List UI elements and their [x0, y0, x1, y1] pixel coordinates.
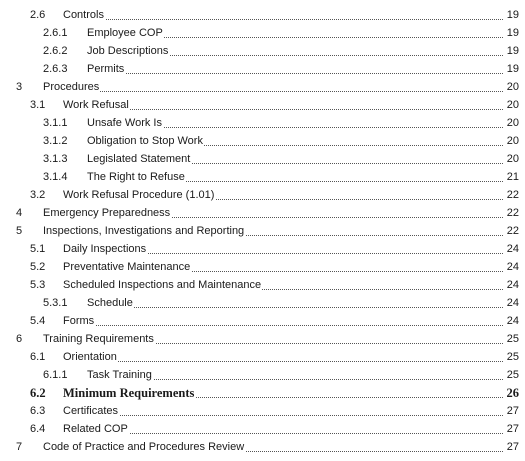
toc-entry-title: Emergency Preparedness [43, 204, 171, 222]
toc-entry[interactable] [0, 42, 525, 60]
toc-entry[interactable] [0, 96, 525, 114]
toc-entry-page: 19 [503, 24, 519, 42]
toc-entry-page: 24 [503, 240, 519, 258]
toc-entry[interactable] [0, 420, 525, 438]
dot-leader [63, 360, 503, 362]
toc-entry-title: Work Refusal [63, 96, 130, 114]
toc-entry[interactable] [0, 186, 525, 204]
toc-entry-number: 3.1.2 [43, 135, 68, 147]
toc-entry-number: 3.1.3 [43, 153, 68, 165]
toc-entry-title: Code of Practice and Procedures Review [43, 438, 245, 456]
toc-entry-page: 24 [503, 258, 519, 276]
toc-entry-page: 19 [503, 60, 519, 78]
toc-entry-number: 5.1 [30, 243, 46, 255]
toc-entry[interactable] [0, 330, 525, 348]
toc-entry[interactable] [0, 438, 525, 456]
toc-entry-number: 3.1 [30, 99, 46, 111]
toc-entry-page: 20 [503, 114, 519, 132]
toc-entry-title: Training Requirements [43, 330, 155, 348]
toc-entry-title: Schedule [87, 294, 134, 312]
toc-entry-page: 20 [503, 78, 519, 96]
toc-entry[interactable] [0, 24, 525, 42]
toc-entry[interactable] [0, 222, 525, 240]
toc-entry-title: Permits [87, 60, 125, 78]
toc-entry-page: 24 [503, 312, 519, 330]
toc-entry-page: 19 [503, 42, 519, 60]
toc-entry[interactable] [0, 348, 525, 366]
toc-entry-title: Preventative Maintenance [63, 258, 191, 276]
toc-entry-number: 6.2 [30, 386, 46, 400]
toc-entry-title: Orientation [63, 348, 118, 366]
toc-entry-number: 3.2 [30, 189, 46, 201]
dot-leader [87, 72, 503, 74]
toc-entry-title: Scheduled Inspections and Maintenance [63, 276, 262, 294]
toc-entry[interactable] [0, 240, 525, 258]
toc-entry-title: Employee COP [87, 24, 164, 42]
toc-entry-page: 25 [503, 330, 519, 348]
toc-entry-title: Unsafe Work Is [87, 114, 163, 132]
toc-entry[interactable] [0, 366, 525, 384]
toc-entry-page: 22 [503, 186, 519, 204]
toc-entry[interactable] [0, 114, 525, 132]
toc-entry-number: 2.6.3 [43, 63, 68, 75]
toc-entry-number: 3 [16, 81, 23, 93]
toc-entry-title: Controls [63, 6, 105, 24]
dot-leader [63, 324, 503, 326]
toc-entry-page: 24 [503, 294, 519, 312]
toc-entry-title: The Right to Refuse [87, 168, 186, 186]
toc-entry-number: 6.3 [30, 405, 46, 417]
toc-entry-number: 6.1.1 [43, 369, 68, 381]
toc-entry-page: 27 [503, 420, 519, 438]
toc-entry[interactable] [0, 276, 525, 294]
toc-entry[interactable] [0, 168, 525, 186]
toc-entry-page: 19 [503, 6, 519, 24]
toc-entry-title: Procedures [43, 78, 100, 96]
toc-entry-page: 21 [503, 168, 519, 186]
toc-entry-title: Work Refusal Procedure (1.01) [63, 186, 215, 204]
toc-entry[interactable] [0, 150, 525, 168]
toc-entry[interactable] [0, 402, 525, 420]
toc-entry[interactable] [0, 294, 525, 312]
toc-entry-title: Forms [63, 312, 95, 330]
toc-entry-number: 6.1 [30, 351, 46, 363]
toc-entry-number: 6 [16, 333, 23, 345]
toc-entry-number: 2.6.1 [43, 27, 68, 39]
toc-entry-title: Legislated Statement [87, 150, 191, 168]
toc-entry-page: 27 [503, 402, 519, 420]
toc-entry-title: Certificates [63, 402, 119, 420]
toc-entry-title: Daily Inspections [63, 240, 147, 258]
toc-entry-number: 6.4 [30, 423, 46, 435]
toc-entry[interactable] [0, 132, 525, 150]
toc-entry-number: 7 [16, 441, 23, 453]
toc-entry-title: Related COP [63, 420, 129, 438]
toc-entry-page: 20 [503, 150, 519, 168]
toc-entry-title: Inspections, Investigations and Reporting [43, 222, 245, 240]
toc-entry-number: 3.1.4 [43, 171, 68, 183]
toc-entry-number: 5 [16, 225, 23, 237]
toc-entry-number: 5.3 [30, 279, 46, 291]
toc-entry-number: 5.2 [30, 261, 46, 273]
toc-entry[interactable] [0, 60, 525, 78]
dot-leader [63, 432, 503, 434]
toc-entry-number: 2.6.2 [43, 45, 68, 57]
dot-leader [63, 414, 503, 416]
toc-entry-page: 25 [503, 366, 519, 384]
toc-entry[interactable] [0, 204, 525, 222]
toc-entry[interactable] [0, 258, 525, 276]
toc-entry-page: 26 [503, 384, 519, 402]
toc-entry-title: Job Descriptions [87, 42, 169, 60]
toc-entry[interactable] [0, 312, 525, 330]
toc-entry[interactable] [0, 78, 525, 96]
dot-leader [43, 90, 503, 92]
toc-entry-page: 22 [503, 204, 519, 222]
dot-leader [87, 306, 503, 308]
toc-entry-number: 2.6 [30, 9, 46, 21]
toc-entry-page: 24 [503, 276, 519, 294]
toc-entry-number: 4 [16, 207, 23, 219]
toc-entry-page: 22 [503, 222, 519, 240]
toc-entry[interactable] [0, 384, 525, 402]
toc-entry[interactable] [0, 6, 525, 24]
toc-entry-number: 3.1.1 [43, 117, 68, 129]
toc-entry-title: Task Training [87, 366, 153, 384]
toc-entry-title: Obligation to Stop Work [87, 132, 204, 150]
dot-leader [63, 18, 503, 20]
toc-entry-number: 5.3.1 [43, 297, 68, 309]
toc-entry-page: 20 [503, 96, 519, 114]
toc-entry-page: 25 [503, 348, 519, 366]
toc-entry-page: 20 [503, 132, 519, 150]
toc-entry-title: Minimum Requirements [63, 386, 195, 400]
toc-entry-number: 5.4 [30, 315, 46, 327]
toc-entry-page: 27 [503, 438, 519, 456]
